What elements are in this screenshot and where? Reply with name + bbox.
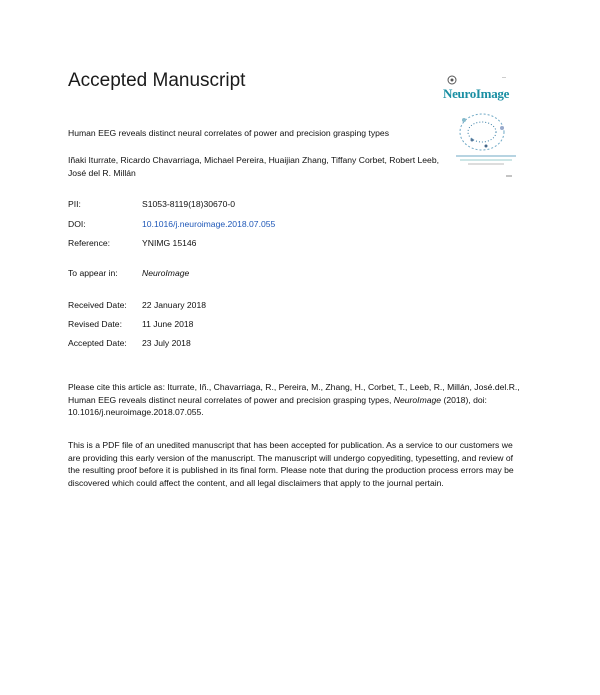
- received-label: Received Date:: [68, 300, 127, 310]
- revised-label: Revised Date:: [68, 319, 122, 329]
- received-date: 22 January 2018: [142, 300, 207, 310]
- journal-name: NeuroImage: [142, 268, 190, 278]
- pii-value: S1053-8119(18)30670-0: [142, 199, 236, 209]
- citation-journal: NeuroImage: [393, 394, 442, 405]
- reference-value: YNIMG 15146: [142, 238, 197, 248]
- page-title: Accepted Manuscript: [68, 70, 246, 91]
- journal-logo: [440, 72, 524, 182]
- revised-date: 11 June 2018: [142, 319, 194, 329]
- publication-notice: This is a PDF file of an unedited manuscript that has been accepted for publication. As a service to our customers we are providing this early version of the manuscript. The manuscript will undergo copyediting, typesetting, and review of the resulting proof before it is published in its final form. Please note that during the production process errors may be discovered which could affect the content, and all legal disclaimers that apply to the journal pertain.: [68, 440, 514, 488]
- brain-cover-icon: [446, 106, 522, 182]
- citation-suffix: (2018), doi: 10.1016/j.neuroimage.2018.07.055.: [68, 394, 487, 417]
- reference-label: Reference:: [68, 238, 111, 248]
- accepted-date: 23 July 2018: [142, 338, 191, 348]
- appear-label: To appear in:: [68, 268, 118, 278]
- doi-link[interactable]: 10.1016/j.neuroimage.2018.07.055: [142, 219, 276, 229]
- doi-label: DOI:: [68, 219, 86, 229]
- logo-emblem-icon: [446, 74, 458, 86]
- citation-paragraph: [68, 381, 523, 419]
- pii-label: PII:: [68, 199, 81, 209]
- logo-tiny-text: —: [502, 74, 506, 79]
- logo-brand: NeuroImage: [443, 86, 510, 101]
- citation-prefix: Please cite this article as: Iturrate, Iñ., Chavarriaga, R., Pereira, M., Zhang, H., Corbet, T., Leeb, R., Millán, José.del.R., Human EEG reveals distinct neural correlates of power and precision grasping types,: [68, 382, 520, 405]
- article-authors: Iñaki Iturrate, Ricardo Chavarriaga, Michael Pereira, Huaijian Zhang, Tiffany Corbet, Robert Leeb, José del R. Millán: [68, 155, 439, 178]
- article-title: Human EEG reveals distinct neural correlates of power and precision grasping types: [68, 128, 389, 138]
- accepted-label: Accepted Date:: [68, 338, 127, 348]
